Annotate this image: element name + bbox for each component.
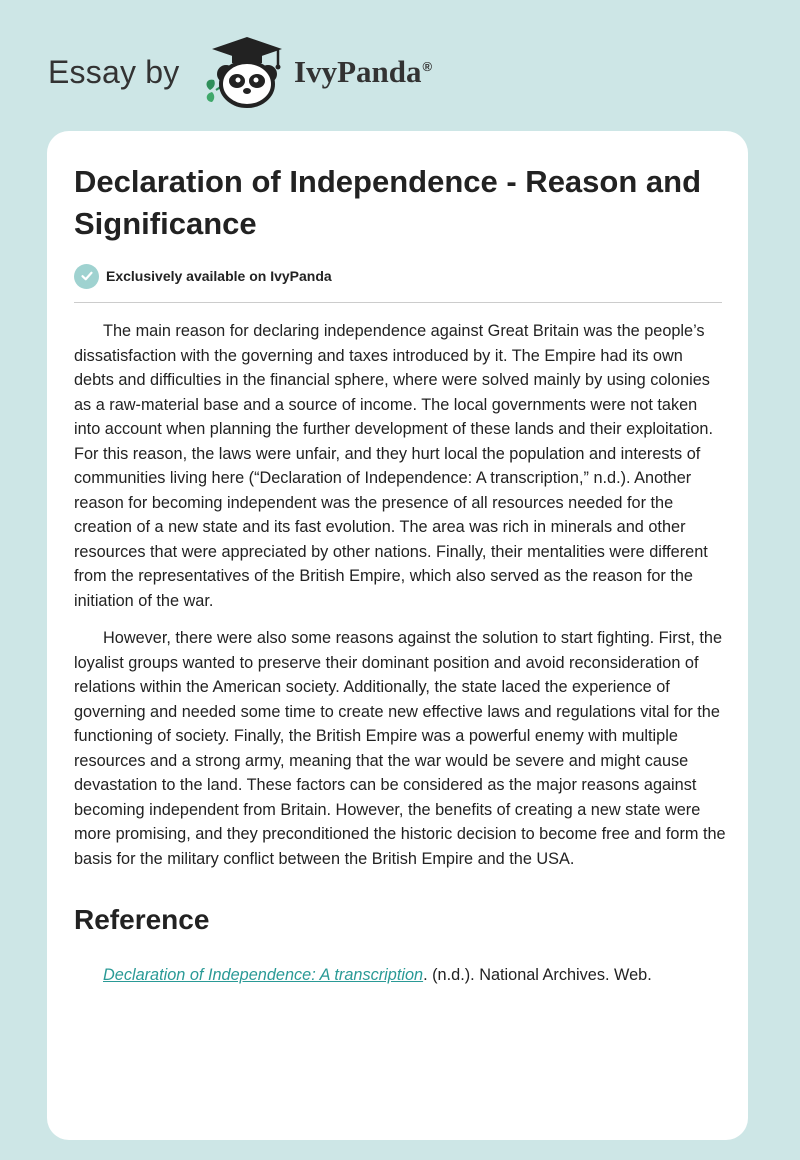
divider — [74, 302, 722, 303]
reference-link[interactable]: Declaration of Independence: A transcription — [103, 966, 424, 984]
badge-label: Exclusively available on IvyPanda — [106, 268, 332, 284]
paragraph: The main reason for declaring independence against Great Britain was the people’s dissatisfaction with the governing and taxes introduced by it. The Empire had its own debts and difficulties in the financial sphere, where were solved mainly by using colonies as a raw-material base and a source of income. The local governments were not taken into account when planning the further development of these lands and their exploitation. For this reason, the laws were unfair, and they hurt local the population and interests of communities living here (“Declaration of Independence: A transcription,” n.d.). Another reason for becoming independent was the presence of all resources needed for the creation of a new state and its fast evolution. The area was rich in minerals and other resources that were appreciated by other nations. Finally, their mentalities were different from the representatives of the British Empire, which also served as the reason for the initiation of the war. — [74, 322, 714, 610]
essay-body — [74, 319, 726, 884]
paragraph: However, there were also some reasons against the solution to start fighting. First, the loyalist groups wanted to preserve their dominant position and avoid reconsideration of relations within the American society. Additionally, the state laced the experience of governing and needed some time to create new effective laws and regulations vital for the functioning of society. Finally, the British Empire was a powerful enemy with multiple resources and a strong army, meaning that the war would be severe and might cause devastation to the land. These factors can be considered as the major reasons against becoming independent from Britain. However, the benefits of creating a new state were more promising, and they preconditioned the historic decision to become free and form the basis for the military conflict between the British Empire and the USA. — [74, 629, 726, 868]
reference-heading: Reference — [74, 904, 210, 935]
exclusive-badge — [74, 263, 332, 289]
essay-card — [47, 131, 748, 1140]
site-header — [48, 34, 488, 110]
check-circle-icon — [74, 264, 99, 289]
brand-prefix: Essay by — [48, 54, 180, 90]
registered-mark: ® — [422, 58, 433, 74]
panda-logo-icon[interactable] — [202, 34, 288, 108]
page-title: Declaration of Independence - Reason and Significance — [74, 164, 702, 241]
brand-name[interactable]: IvyPanda® — [294, 54, 433, 89]
reference-details: . (n.d.). National Archives. Web. — [423, 966, 652, 984]
reference-entry — [103, 963, 723, 987]
